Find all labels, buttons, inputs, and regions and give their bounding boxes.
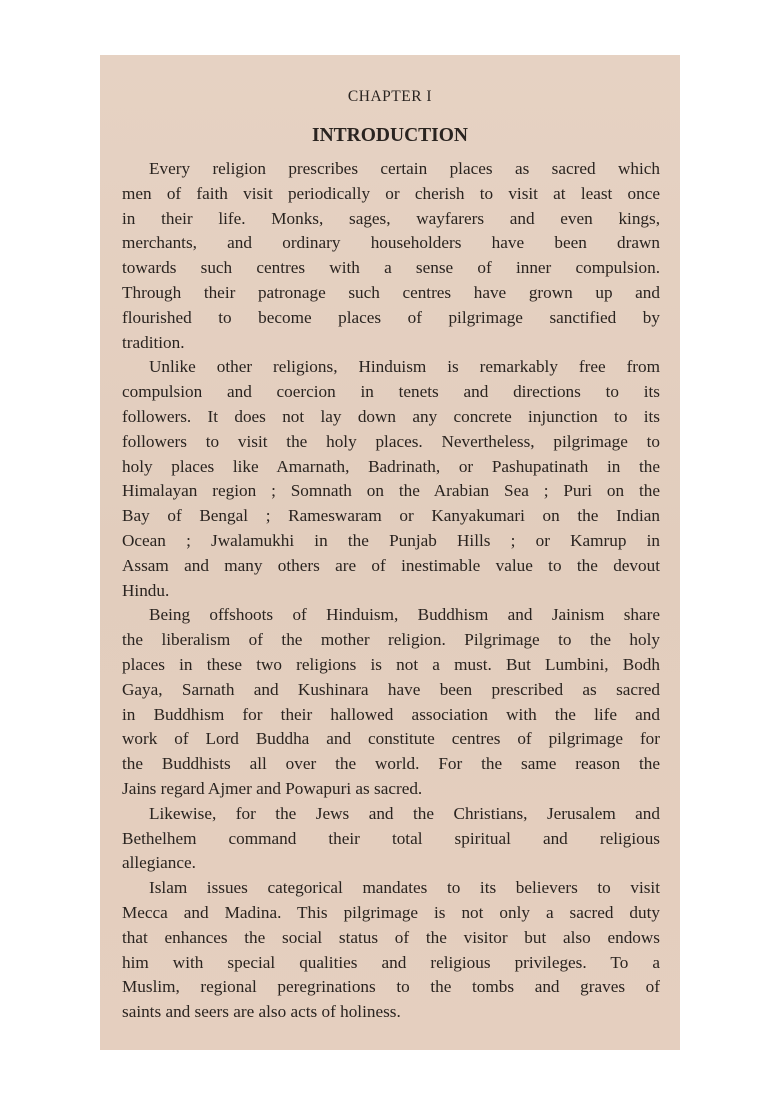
text-line: compulsion and coercion in tenets and directions to its — [122, 382, 660, 402]
text-line: Likewise, for the Jews and the Christians, Jerusalem and — [149, 803, 660, 823]
body-text — [122, 157, 660, 1025]
text-line: holy places like Amarnath, Badrinath, or Pashupatinath in the — [122, 456, 660, 476]
text-line: Ocean ; Jwalamukhi in the Punjab Hills ; or Kamrup in — [122, 530, 660, 550]
text-line: Bethelhem command their total spiritual and religious — [122, 828, 660, 848]
text-line: Islam issues categorical mandates to its believers to visit — [149, 878, 660, 898]
text-line: tradition. — [122, 332, 185, 352]
text-line: allegiance. — [122, 853, 196, 873]
text-line: Assam and many others are of inestimable value to the devout — [122, 555, 660, 575]
text-line: Being offshoots of Hinduism, Buddhism and Jainism share — [149, 605, 660, 625]
text-line: him with special qualities and religious privileges. To a — [122, 952, 660, 972]
text-line: Himalayan region ; Somnath on the Arabian Sea ; Puri on the — [122, 481, 660, 501]
text-line: Every religion prescribes certain places as sacred which — [149, 159, 660, 178]
text-line: places in these two religions is not a must. But Lumbini, Bodh — [122, 654, 660, 674]
text-line: Hindu. — [122, 580, 170, 600]
text-line: Unlike other religions, Hinduism is remarkably free from — [149, 357, 660, 377]
text-line: Muslim, regional peregrinations to the tombs and graves of — [122, 977, 660, 997]
text-line: that enhances the social status of the visitor but also endows — [122, 927, 660, 947]
text-line: the liberalism of the mother religion. Pilgrimage to the holy — [122, 630, 660, 650]
text-line: flourished to become places of pilgrimage sanctified by — [122, 307, 660, 327]
chapter-title: INTRODUCTION — [311, 125, 469, 146]
paragraph — [122, 603, 660, 801]
book-page — [100, 55, 680, 1050]
paragraph — [122, 355, 660, 603]
text-line: followers to visit the holy places. Nevertheless, pilgrimage to — [122, 431, 660, 451]
text-line: merchants, and ordinary householders have been drawn — [122, 233, 660, 253]
chapter-label: CHAPTER I — [347, 88, 433, 105]
text-line: men of faith visit periodically or cherish to visit at least once — [122, 183, 660, 203]
text-line: towards such centres with a sense of inner compulsion. — [122, 258, 660, 278]
paragraph — [122, 876, 660, 1025]
text-line: the Buddhists all over the world. For the same reason the — [122, 754, 660, 774]
text-line: followers. It does not lay down any concrete injunction to its — [122, 406, 660, 426]
text-line: Mecca and Madina. This pilgrimage is not only a sacred duty — [122, 902, 660, 922]
text-line: saints and seers are also acts of holiness. — [122, 1002, 401, 1022]
text-line: Gaya, Sarnath and Kushinara have been prescribed as sacred — [122, 679, 660, 699]
text-line: Bay of Bengal ; Rameswaram or Kanyakumari on the Indian — [122, 506, 660, 526]
paragraph — [122, 157, 660, 355]
paragraph — [122, 802, 660, 876]
text-line: Through their patronage such centres have grown up and — [122, 282, 660, 302]
text-line: work of Lord Buddha and constitute centres of pilgrimage for — [122, 729, 660, 749]
text-line: Jains regard Ajmer and Powapuri as sacred. — [122, 778, 423, 798]
text-line: in Buddhism for their hallowed association with the life and — [122, 704, 660, 724]
text-line: in their life. Monks, sages, wayfarers and even kings, — [122, 208, 660, 228]
